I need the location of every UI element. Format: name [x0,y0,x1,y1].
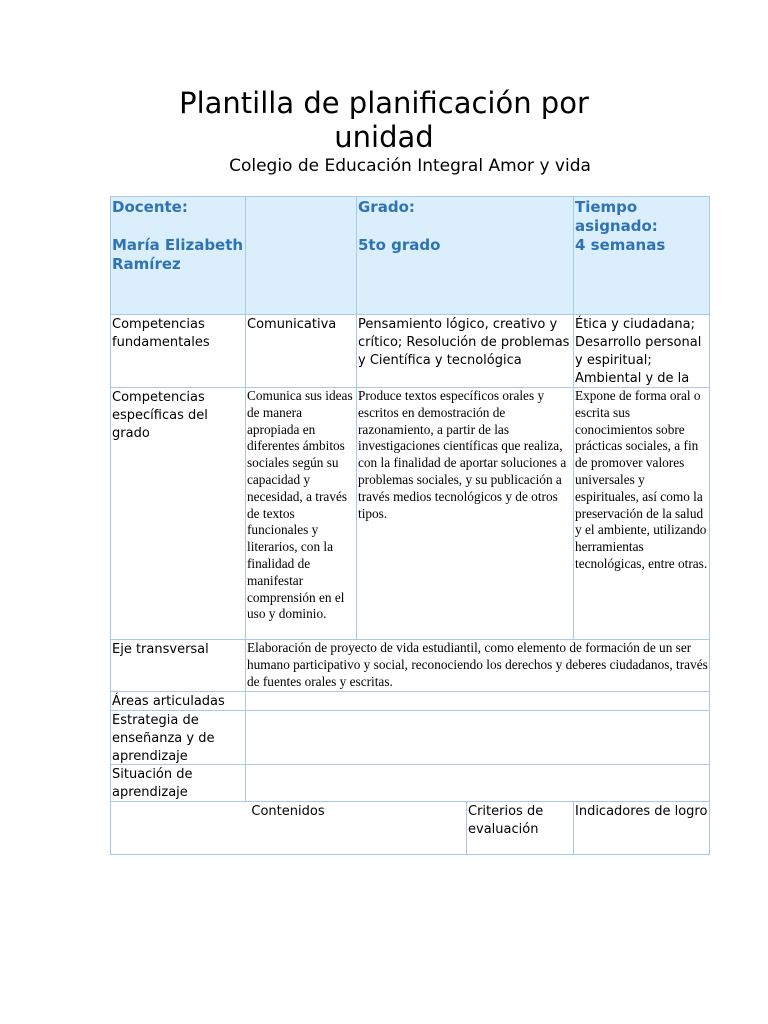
eje-transversal-label: Eje transversal [110,639,246,692]
competencias-fundamentales-label: Competencias fundamentales [110,314,246,388]
page-subtitle: Colegio de Educación Integral Amor y vida [229,156,591,176]
docente-label: Docente: [112,198,188,216]
contenidos-label: Contenidos [251,804,325,819]
title-line-1: Plantilla de planificación por [179,86,589,120]
competencias-fundamentales-col4: Ética y ciudadana; Desarrollo personal y espiritual; Ambiental y de la [573,314,710,388]
grado-value: 5to grado [358,236,441,254]
situacion-label: Situación de aprendizaje [110,764,246,802]
docente-name-1: María Elizabeth [112,236,244,254]
tiempo-value: 4 semanas [575,236,666,254]
indicadores-header: Indicadores de logro [573,801,710,855]
docente-cell [110,196,246,315]
tiempo-label-2: asignado: [575,217,658,235]
areas-articuladas-value [245,691,710,711]
areas-articuladas-label: Áreas articuladas [110,691,246,711]
grado-label: Grado: [358,198,415,216]
empty-header-cell [245,196,357,315]
competencias-fundamentales-col2: Comunicativa [245,314,357,388]
eje-transversal-value: Elaboración de proyecto de vida estudiantil, como elemento de formación de un ser humano participativo y social, reconociendo los derechos y deberes ciudadanos, través de fuentes orales y escritas. [245,639,710,692]
tiempo-cell [573,196,710,315]
estrategia-label: Estrategia de enseñanza y de aprendizaje [110,710,246,765]
docente-name-2: Ramírez [112,255,181,273]
competencias-especificas-col4: Expone de forma oral o escrita sus conocimientos sobre prácticas sociales, a fin de promover valores universales y espirituales, así como la preservación de la salud y el ambiente, utilizando herramientas tecnológicas, entre otras. [573,387,710,640]
grado-cell [356,196,574,315]
estrategia-value [245,710,710,765]
tiempo-label-1: Tiempo [575,198,638,216]
competencias-especificas-col3: Produce textos específicos orales y escritos en demostración de razonamiento, a partir de las investigaciones científicas que realiza, con la finalidad de aportar soluciones a problemas sociales, y su publicación a través medios tecnológicos y de otros tipos. [356,387,574,640]
competencias-fundamentales-col3: Pensamiento lógico, creativo y crítico; Resolución de problemas y Científica y tecnológica [356,314,574,388]
contenidos-header [110,801,467,855]
title-line-2: unidad [334,120,434,154]
competencias-especificas-label: Competencias específicas del grado [110,387,246,640]
page-title [110,86,658,154]
situacion-value [245,764,710,802]
criterios-header: Criterios de evaluación [466,801,574,855]
competencias-especificas-col2: Comunica sus ideas de manera apropiada en diferentes ámbitos sociales según su capacidad y necesidad, a través de textos funcionales y literarios, con la finalidad de manifestar comprensión en el uso y dominio. [245,387,357,640]
